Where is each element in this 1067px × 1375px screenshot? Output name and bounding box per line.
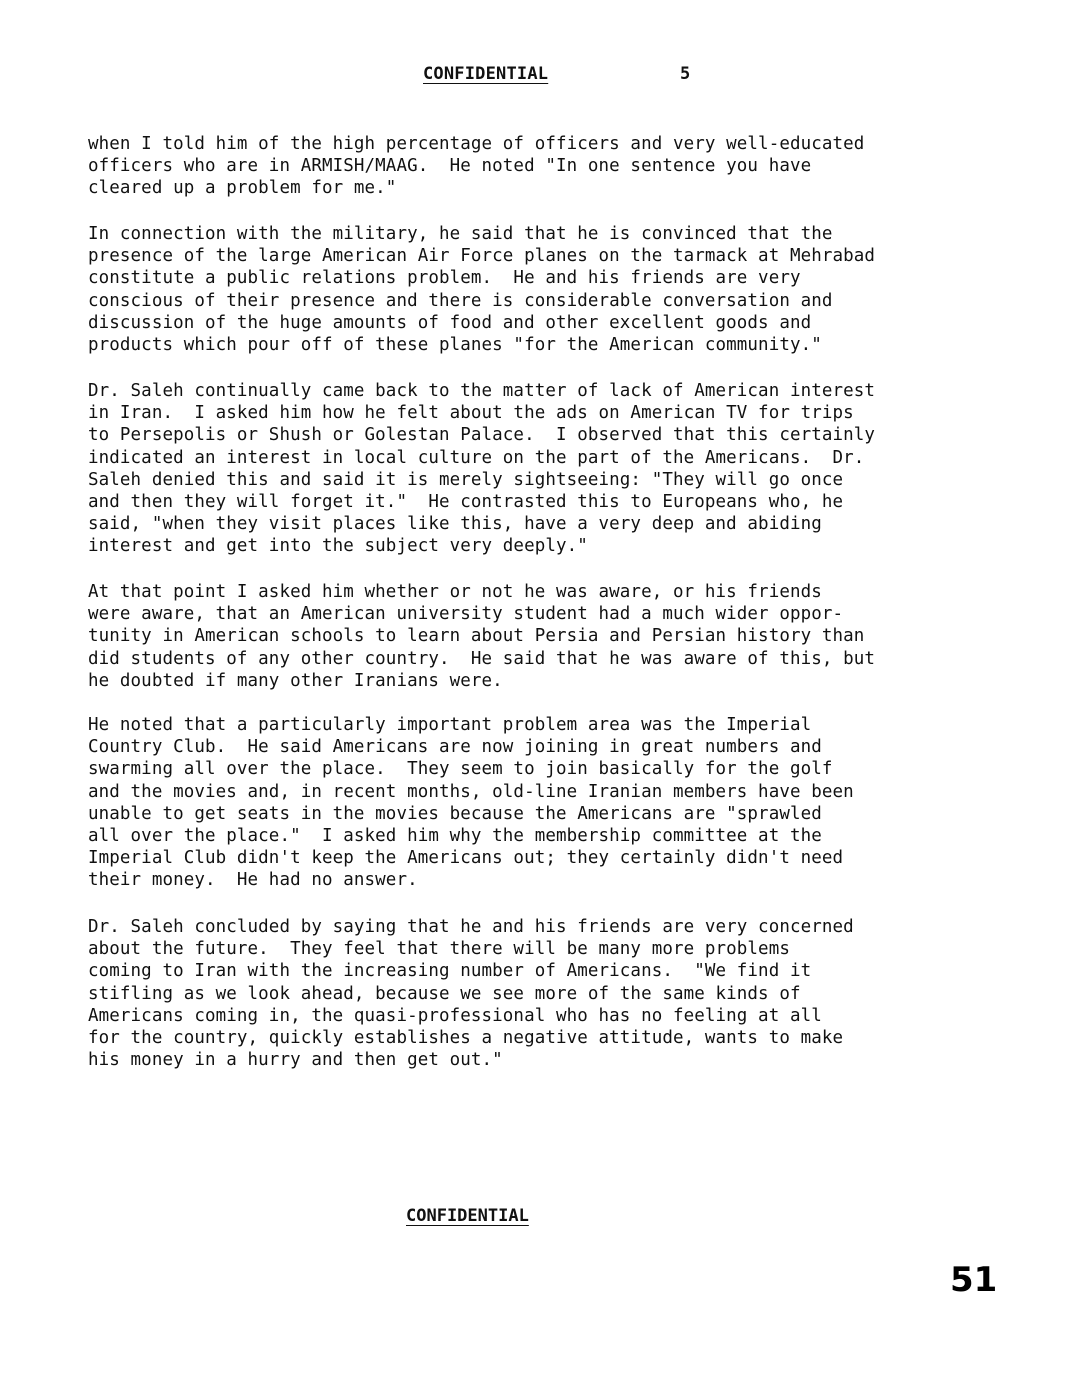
text-line: Country Club. He said Americans are now joining in great numbers and — [88, 737, 822, 758]
header-classification: CONFIDENTIAL — [423, 64, 549, 84]
text-line: At that point I asked him whether or not he was aware, or his friends — [88, 582, 822, 602]
text-line: Americans coming in, the quasi-professional who has no feeling at all — [88, 1005, 822, 1026]
paragraph-1 — [88, 133, 864, 200]
text-line: He noted that a particularly important problem area was the Imperial — [88, 715, 812, 735]
paragraph-5 — [88, 714, 854, 892]
text-line: interest and get into the subject very deeply." — [88, 536, 588, 557]
text-line: Imperial Club didn't keep the Americans out; they certainly didn't need — [88, 848, 844, 869]
text-line: cleared up a problem for me." — [88, 178, 397, 199]
text-line: for the country, quickly establishes a negative attitude, wants to make — [88, 1028, 844, 1049]
text-line: tunity in American schools to learn about Persia and Persian history than — [88, 626, 865, 647]
text-line: discussion of the huge amounts of food and other excellent goods and — [88, 312, 812, 333]
text-line: presence of the large American Air Force planes on the tarmack at Mehrabad — [88, 246, 876, 267]
text-line: all over the place." I asked him why the membership committee at the — [88, 826, 822, 847]
text-line: were aware, that an American university student had a much wider oppor- — [88, 604, 844, 625]
text-line: constitute a public relations problem. He and his friends are very — [88, 268, 801, 289]
text-line: Saleh denied this and said it is merely sightseeing: "They will go once — [88, 469, 844, 490]
text-line: did students of any other country. He said that he was aware of this, but — [88, 648, 876, 669]
text-line: in Iran. I asked him how he felt about the ads on American TV for trips — [88, 403, 854, 424]
text-line: said, "when they visit places like this, have a very deep and abiding — [88, 514, 822, 535]
text-line: their money. He had no answer. — [88, 870, 418, 891]
text-line: indicated an interest in local culture on the part of the Americans. Dr. — [88, 447, 865, 468]
text-line: and then they will forget it." He contrasted this to Europeans who, he — [88, 492, 844, 513]
text-line: Dr. Saleh continually came back to the matter of lack of American interest — [88, 381, 876, 401]
text-line: when I told him of the high percentage of officers and very well-educated — [88, 134, 865, 154]
text-line: and the movies and, in recent months, old-line Iranian members have been — [88, 781, 854, 802]
text-line: he doubted if many other Iranians were. — [88, 670, 503, 691]
footer-classification: CONFIDENTIAL — [406, 1206, 529, 1226]
paragraph-3 — [88, 380, 875, 558]
page-number: 5 — [680, 64, 691, 84]
paragraph-6 — [88, 916, 854, 1071]
text-line: coming to Iran with the increasing number of Americans. "We find it — [88, 961, 812, 982]
text-line: Dr. Saleh concluded by saying that he and his friends are very concerned — [88, 917, 854, 937]
page-header — [423, 64, 691, 84]
archive-page-stamp: 51 — [950, 1260, 998, 1300]
text-line: his money in a hurry and then get out." — [88, 1050, 503, 1071]
text-line: to Persepolis or Shush or Golestan Palace. I observed that this certainly — [88, 425, 876, 446]
text-line: stifling as we look ahead, because we see more of the same kinds of — [88, 983, 801, 1004]
text-line: In connection with the military, he said that he is convinced that the — [88, 224, 833, 244]
paragraph-2 — [88, 223, 875, 356]
text-line: products which pour off of these planes "for the American community." — [88, 335, 822, 356]
text-line: unable to get seats in the movies because the Americans are "sprawled — [88, 803, 822, 824]
paragraph-4 — [88, 581, 875, 692]
text-line: swarming all over the place. They seem to join basically for the golf — [88, 759, 833, 780]
text-line: conscious of their presence and there is considerable conversation and — [88, 290, 833, 311]
text-line: officers who are in ARMISH/MAAG. He noted "In one sentence you have — [88, 156, 812, 177]
text-line: about the future. They feel that there will be many more problems — [88, 939, 790, 960]
